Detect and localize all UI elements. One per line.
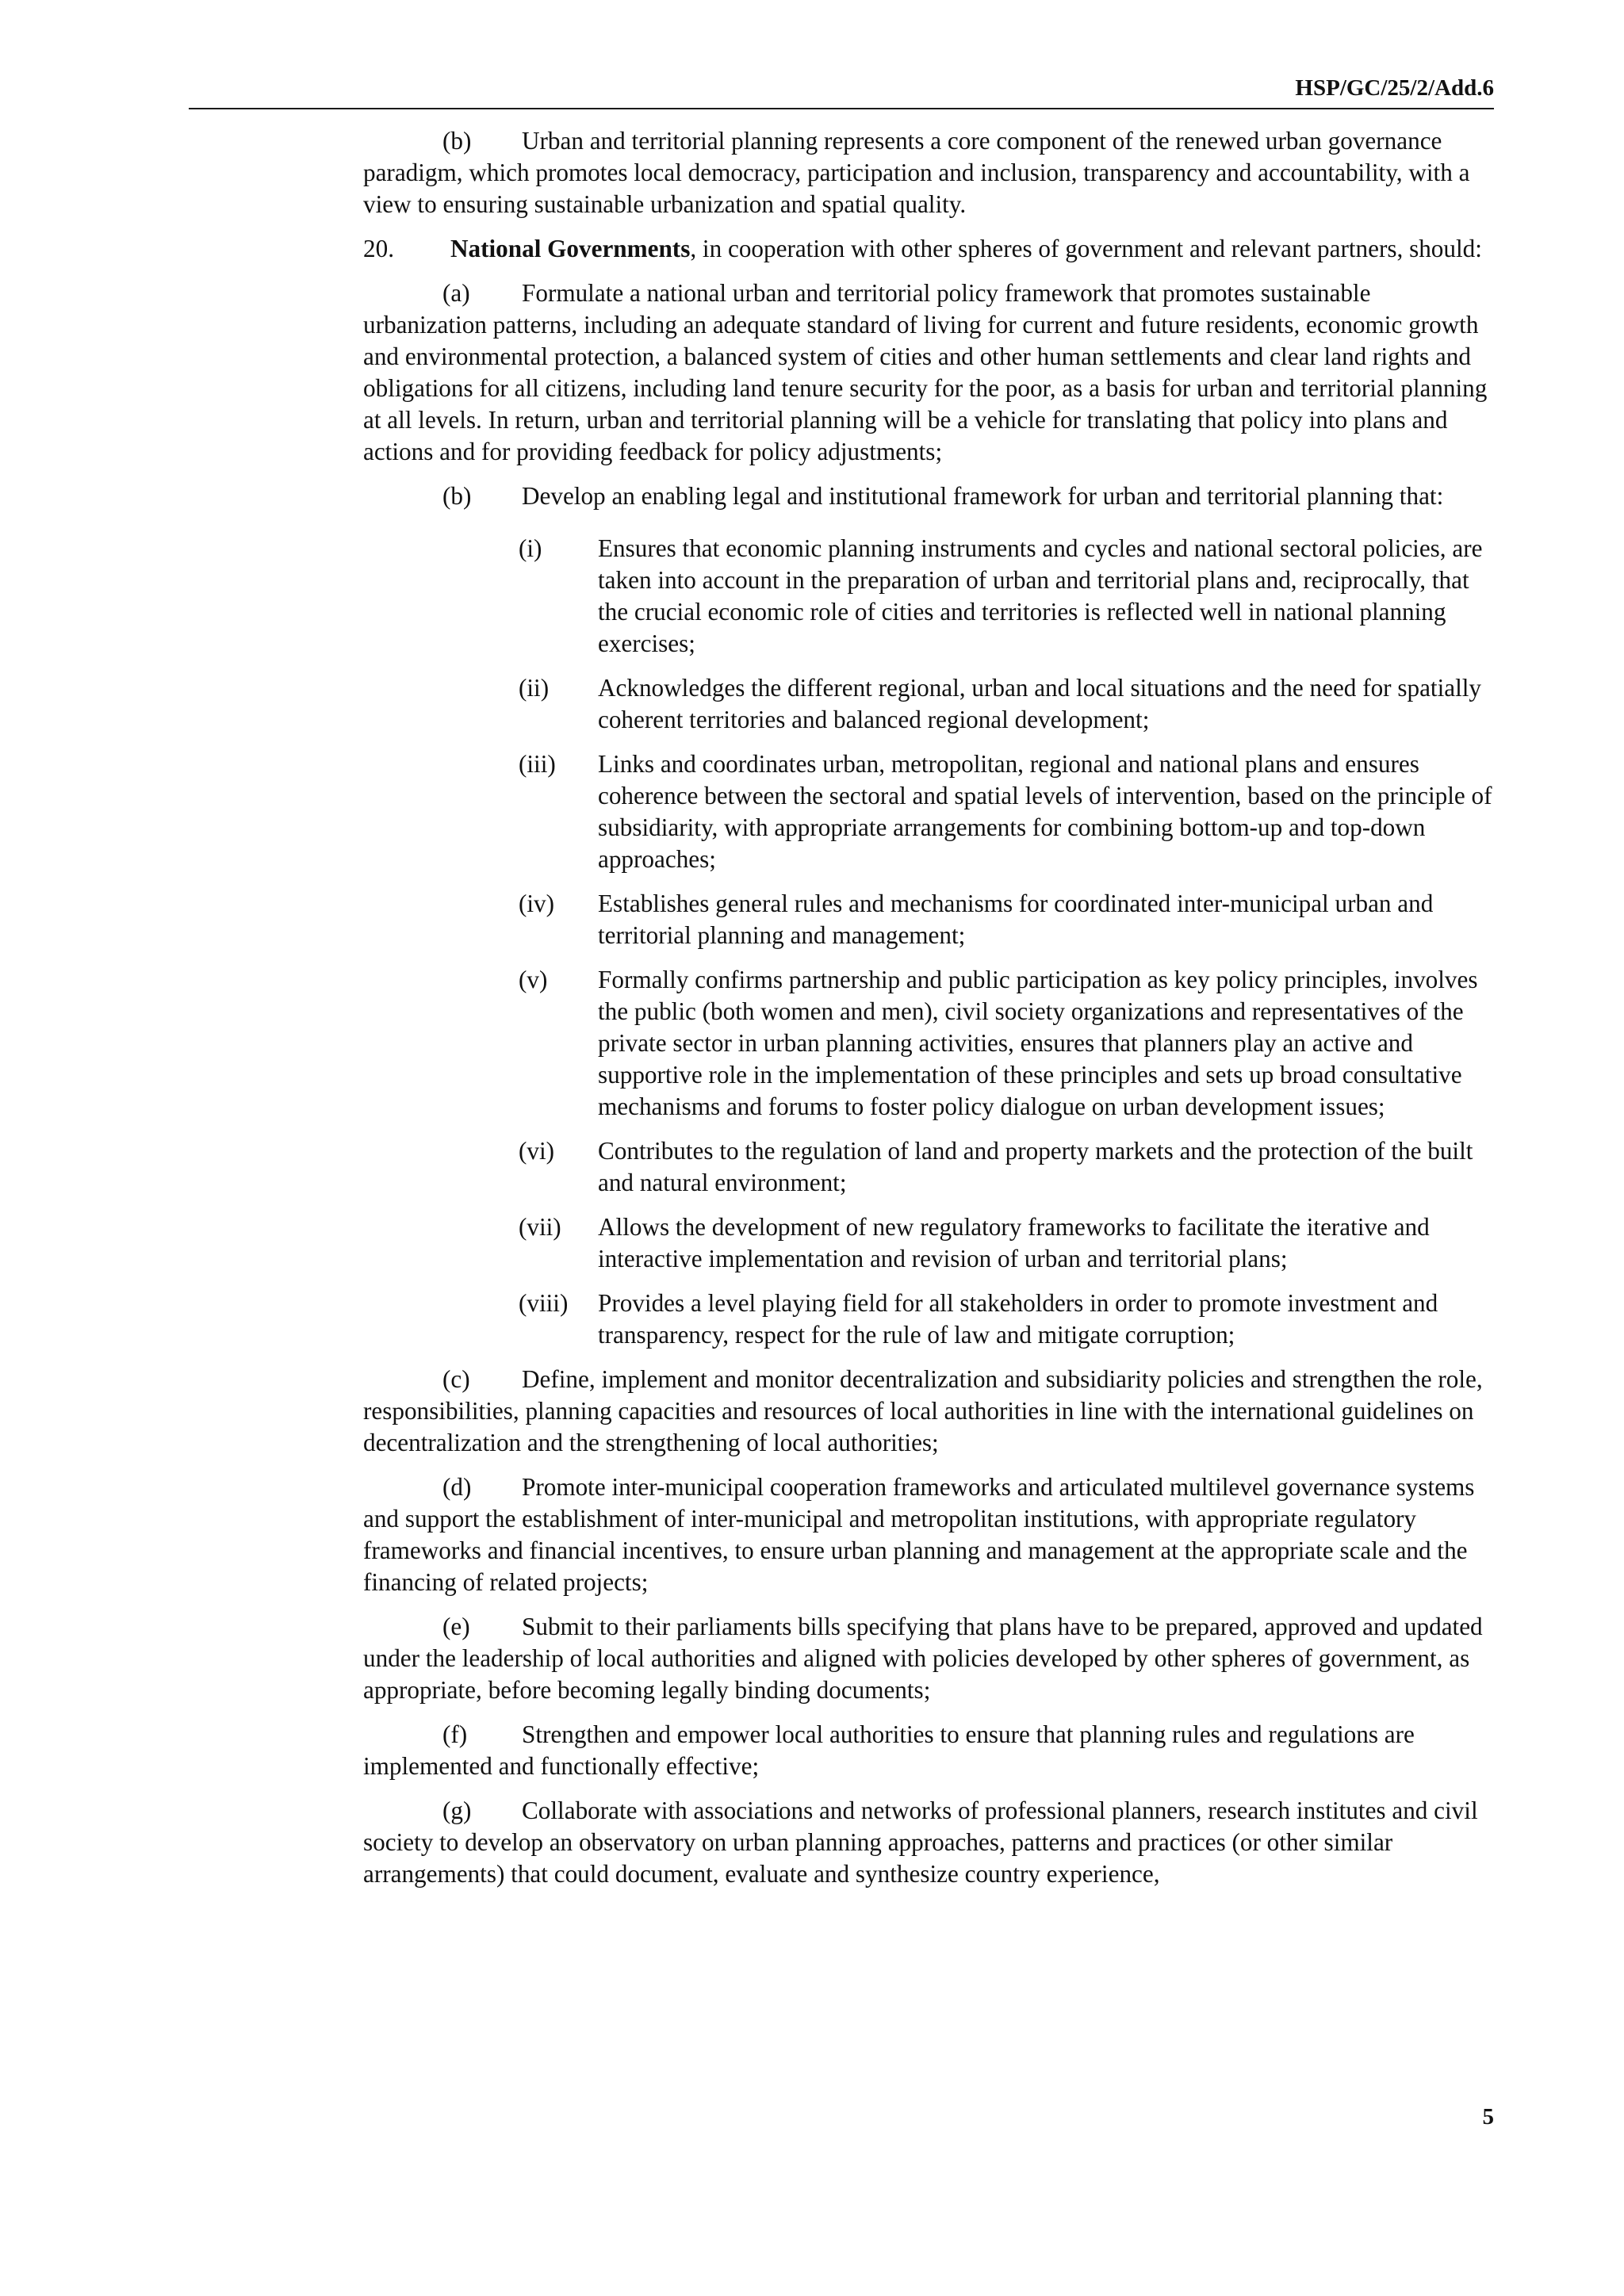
subparagraph-text: Promote inter-municipal cooperation frameworks and articulated multilevel governance systems and support the establishment of inter-municipal and metropolitan institutions, with appropriate regulatory frameworks and financial incentives, to ensure urban planning and management at the appropriate scale and the financing of related projects; [363, 1473, 1475, 1596]
list-item-text: Links and coordinates urban, metropolitan, regional and national plans and ensures coherence between the sectoral and spatial levels of intervention, based on the principle of subsidiarity, with appropriate arrangements for combining bottom-up and top-down approaches; [598, 750, 1492, 873]
paragraph-bold-lead: National Governments [450, 235, 691, 262]
subparagraph-label: (e) [442, 1613, 470, 1640]
list-item [363, 888, 1497, 951]
roman-list [363, 533, 1497, 1351]
subparagraph-text: Define, implement and monitor decentralization and subsidiarity policies and strengthen the role, responsibilities, planning capacities and resources of local authorities in line with the international guidelines on decentralization and the strengthening of local authorities; [363, 1365, 1483, 1456]
subparagraph-text: Collaborate with associations and networks of professional planners, research institutes and civil society to develop an observatory on urban planning approaches, patterns and practices (or other similar arrangements) that could document, evaluate and synthesize country experience, [363, 1797, 1478, 1888]
list-item-label: (viii) [519, 1289, 569, 1317]
list-item-text: Acknowledges the different regional, urban and local situations and the need for spatially coherent territories and balanced regional development; [598, 674, 1482, 733]
list-item [363, 1135, 1497, 1199]
subparagraph-text: Submit to their parliaments bills specifying that plans have to be prepared, approved and updated under the leadership of local authorities and aligned with policies developed by other spheres of government, as appropriate, before becoming legally binding documents; [363, 1613, 1483, 1704]
list-item-text: Allows the development of new regulatory frameworks to facilitate the iterative and interactive implementation and revision of urban and territorial plans; [598, 1213, 1430, 1272]
header-rule [189, 108, 1494, 109]
subparagraph-b-intro [363, 125, 1497, 220]
list-item-label: (vi) [519, 1137, 555, 1165]
subparagraph-label: (b) [442, 127, 472, 155]
list-item-label: (v) [519, 966, 548, 993]
subparagraph-b-lead [363, 480, 1497, 512]
list-item [363, 672, 1497, 736]
subparagraph-e [363, 1611, 1497, 1706]
paragraph-number: 20. [363, 235, 394, 262]
subparagraph-text: Urban and territorial planning represents a core component of the renewed urban governance paradigm, which promotes local democracy, participation and inclusion, transparency and accountability, with a view to ensuring sustainable urbanization and spatial quality. [363, 127, 1470, 218]
subparagraph-label: (b) [442, 482, 472, 510]
list-item-label: (vii) [519, 1213, 561, 1241]
subparagraph-g [363, 1795, 1497, 1890]
list-item [363, 748, 1497, 875]
subparagraph-b [363, 480, 1497, 1351]
subparagraph-text: Develop an enabling legal and institutional framework for urban and territorial planning that: [522, 482, 1444, 510]
subparagraph-c [363, 1364, 1497, 1459]
document-symbol: HSP/GC/25/2/Add.6 [1295, 75, 1494, 101]
subparagraph-d [363, 1471, 1497, 1598]
paragraph-text: , in cooperation with other spheres of government and relevant partners, should: [690, 235, 1482, 262]
list-item-label: (iv) [519, 890, 555, 917]
list-item-label: (ii) [519, 674, 550, 702]
list-item [363, 1288, 1497, 1351]
subparagraph-a [363, 277, 1497, 468]
subparagraph-label: (a) [442, 279, 470, 307]
paragraph-20 [363, 233, 1497, 265]
subparagraph-text: Formulate a national urban and territorial policy framework that promotes sustainable urbanization patterns, including an adequate standard of living for current and future residents, economic growth and environmental protection, a balanced system of cities and other human settlements and clear land rights and obligations for all citizens, including land tenure security for the poor, as a basis for urban and territorial planning at all levels. In return, urban and territorial planning will be a vehicle for translating that policy into plans and actions and for providing feedback for policy adjustments; [363, 279, 1488, 465]
list-item-label: (i) [519, 534, 542, 562]
page-number: 5 [1482, 2104, 1494, 2130]
subparagraph-label: (c) [442, 1365, 470, 1393]
list-item [363, 1211, 1497, 1275]
subparagraph-label: (d) [442, 1473, 472, 1501]
list-item [363, 533, 1497, 660]
list-item-text: Establishes general rules and mechanisms for coordinated inter-municipal urban and territorial planning and management; [598, 890, 1434, 949]
list-item-text: Contributes to the regulation of land and property markets and the protection of the built and natural environment; [598, 1137, 1473, 1196]
subparagraph-label: (f) [442, 1720, 468, 1748]
document-body [363, 125, 1497, 1903]
list-item-text: Provides a level playing field for all stakeholders in order to promote investment and transparency, respect for the rule of law and mitigate corruption; [598, 1289, 1438, 1349]
list-item-text: Ensures that economic planning instruments and cycles and national sectoral policies, are taken into account in the preparation of urban and territorial plans and, reciprocally, that the crucial economic role of cities and territories is reflected well in national planning exercises; [598, 534, 1483, 657]
subparagraph-text: Strengthen and empower local authorities to ensure that planning rules and regulations are implemented and functionally effective; [363, 1720, 1415, 1780]
list-item [363, 964, 1497, 1123]
subparagraph-f [363, 1719, 1497, 1782]
subparagraph-label: (g) [442, 1797, 472, 1824]
list-item-text: Formally confirms partnership and public participation as key policy principles, involves the public (both women and men), civil society organizations and representatives of the private sector in urban planning activities, ensures that planners play an active and supportive role in the implementation of these principles and sets up broad consultative mechanisms and forums to foster policy dialogue on urban development issues; [598, 966, 1478, 1120]
list-item-label: (iii) [519, 750, 556, 778]
